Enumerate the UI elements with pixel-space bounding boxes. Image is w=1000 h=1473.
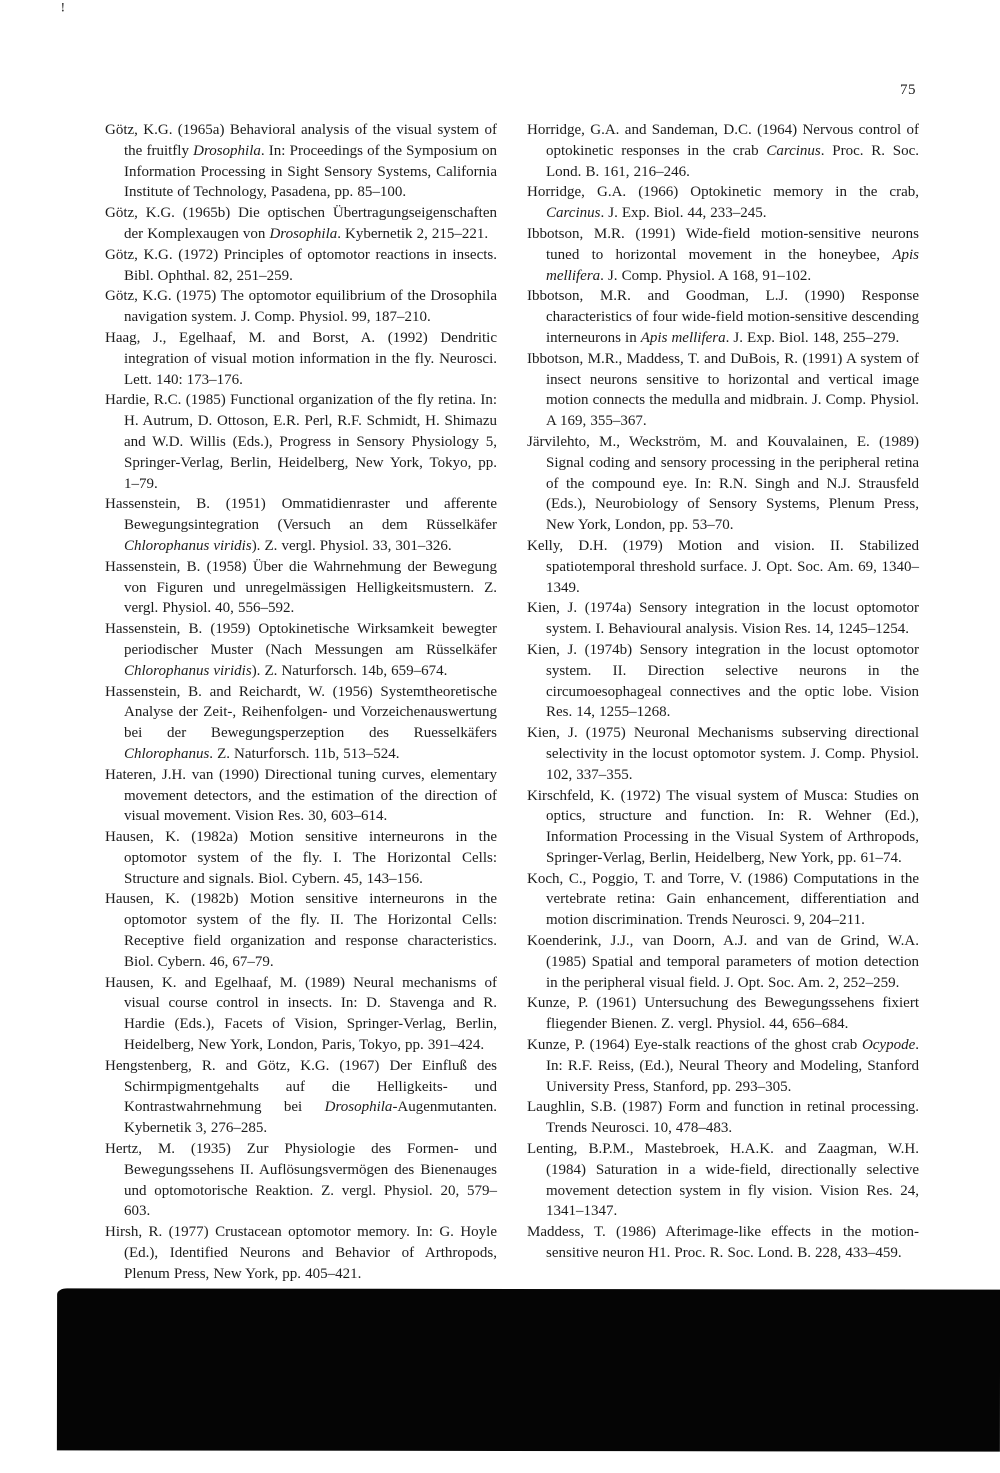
reference-text: Kirschfeld, K. (1972) The visual system of Musca: Studies on optics, structure and function. In: R. Wehner (Ed.), Information Processing in the Visual System of Arthropods, Springer-Verlag, Berlin, Heidelberg, New York, pp. 61–74. xyxy=(527,787,919,866)
reference-italic-text: Drosophila xyxy=(269,225,338,242)
reference-text: Hertz, M. (1935) Zur Physiologie des Formen- und Bewegungssehens II. Auflösungsvermögen des Bienenauges und optomotorische Reaktion. Z. vergl. Physiol. 20, 579–603. xyxy=(105,1141,497,1220)
reference-text: ). Z. Naturforsch. 14b, 659–674. xyxy=(251,662,448,679)
reference-text: ). Z. vergl. Physiol. 33, 301–326. xyxy=(251,537,452,554)
reference-item xyxy=(105,286,497,328)
reference-text: Hausen, K. (1982a) Motion sensitive interneurons in the optomotor system of the fly. I. The Horizontal Cells: Structure and signals. Biol. Cybern. 45, 143–156. xyxy=(105,829,497,887)
reference-italic-text: Apis mellifera xyxy=(640,329,726,346)
reference-italic-text: Drosophila xyxy=(193,142,261,159)
reference-item xyxy=(105,557,497,619)
scan-corner-mark: ! xyxy=(61,1,65,15)
reference-text: . Kybernetik 2, 215–221. xyxy=(337,225,489,242)
reference-text: Ibbotson, M.R. (1991) Wide-field motion-sensitive neurons tuned to horizontal movement in the honeybee, xyxy=(527,225,919,263)
reference-text: Hirsh, R. (1977) Crustacean optomotor memory. In: G. Hoyle (Ed.), Identified Neurons and Behavior of Arthropods, Plenum Press, New York, pp. 405–421. xyxy=(105,1224,497,1282)
reference-item xyxy=(105,1222,497,1284)
reference-item xyxy=(105,827,497,889)
reference-italic-text: Chlorophanus xyxy=(124,745,210,762)
reference-item xyxy=(105,1139,497,1222)
reference-text: Horridge, G.A. (1966) Optokinetic memory in the crab, xyxy=(527,184,919,201)
reference-text: . J. Exp. Biol. 148, 255–279. xyxy=(725,329,900,346)
reference-text: -Augenmutanten. Kybernetik 3, 276–285. xyxy=(124,1099,497,1137)
page-number: 75 xyxy=(900,82,916,98)
reference-item xyxy=(527,120,919,182)
reference-text: Hassenstein, B. (1959) Optokinetische Wirksamkeit bewegter periodischer Muster (Nach Messungen am Rüsselkäfer xyxy=(105,621,497,658)
reference-item xyxy=(527,1139,919,1222)
references-column-left xyxy=(105,120,497,1285)
reference-italic-text: Drosophila xyxy=(324,1099,393,1116)
reference-text: Hengstenberg, R. and Götz, K.G. (1967) Der Einfluß des Schirmpigmentgehalts auf die Helligkeits- und Kontrastwahrnehmung bei xyxy=(105,1057,497,1116)
reference-italic-text: Ocypode xyxy=(861,1037,916,1054)
reference-item xyxy=(105,889,497,972)
reference-item xyxy=(105,328,497,390)
reference-text: Hardie, R.C. (1985) Functional organization of the fly retina. In: H. Autrum, D. Ottoson, E.R. Perl, R.F. Schmidt, H. Shimazu and W.D. Willis (Eds.), Progress in Sensory Physiology 5, Springer-Verlag, Berlin, Heidelberg, New York, Tokyo, pp. 1–79. xyxy=(105,392,497,492)
reference-text: . In: Proceedings of the Symposium on Information Processing in Sight Sensory Systems, California Institute of Technology, Pasadena, pp. 85–100. xyxy=(124,142,497,201)
reference-item xyxy=(527,723,919,785)
reference-text: Kunze, P. (1961) Untersuchung des Bewegungssehens fixiert fliegender Bienen. Z. vergl. Physiol. 44, 656–684. xyxy=(527,995,919,1033)
reference-item xyxy=(527,993,919,1035)
reference-text: Horridge, G.A. and Sandeman, D.C. (1964) Nervous control of optokinetic responses in the crab xyxy=(527,122,919,159)
reference-text: Hassenstein, B. and Reichardt, W. (1956) Systemtheoretische Analyse der Zeit-, Reihenfolgen- und Vorzeichenauswertung bei der Bewegungsperzeption des Ruesselkäfers xyxy=(105,683,497,742)
reference-text: Hausen, K. (1982b) Motion sensitive interneurons in the optomotor system of the fly. II. The Horizontal Cells: Receptive field organization and response characteristics. Biol. Cybern. 46, 67–79. xyxy=(105,891,497,970)
reference-item xyxy=(105,390,497,494)
reference-text: Koch, C., Poggio, T. and Torre, V. (1986) Computations in the vertebrate retina: Gain enhancement, differentiation and motion discrimination. Trends Neurosci. 9, 204–211. xyxy=(527,870,919,929)
reference-item xyxy=(105,120,497,203)
reference-item xyxy=(527,1035,919,1097)
reference-item xyxy=(105,619,497,681)
reference-text: Järvilehto, M., Weckström, M. and Kouvalainen, E. (1989) Signal coding and sensory processing in the peripheral retina of the compound eye. In: R.N. Singh and N.J. Strausfeld (Eds.), Neurobiology of Sensory Systems, Plenum Press, New York, London, pp. 53–70. xyxy=(527,433,919,534)
reference-text: Hassenstein, B. (1958) Über die Wahrnehmung der Bewegung von Figuren und unregelmässigen Helligkeitsmustern. Z. vergl. Physiol. 40, 556–592. xyxy=(105,558,497,617)
reference-text: Kunze, P. (1964) Eye-stalk reactions of the ghost crab xyxy=(527,1037,862,1054)
reference-item xyxy=(527,640,919,723)
reference-text: Hassenstein, B. (1951) Ommatidienraster und afferente Bewegungsintegration (Versuch an dem Rüsselkäfer xyxy=(105,496,497,534)
reference-item xyxy=(105,765,497,827)
reference-text: Hateren, J.H. van (1990) Directional tuning curves, elementary movement detectors, and the estimation of the direction of visual movement. Vision Res. 30, 603–614. xyxy=(105,766,497,825)
reference-item xyxy=(105,1056,497,1139)
reference-text: . J. Comp. Physiol. A 168, 91–102. xyxy=(600,267,812,284)
reference-text: . In: R.F. Reiss, (Ed.), Neural Theory and Modeling, Stanford University Press, Stanford, pp. 293–305. xyxy=(546,1037,919,1095)
reference-italic-text: Chlorophanus viridis xyxy=(124,537,252,554)
reference-item xyxy=(105,682,497,765)
reference-item xyxy=(527,224,919,286)
reference-item xyxy=(527,931,919,993)
reference-text: . J. Exp. Biol. 44, 233–245. xyxy=(600,205,767,222)
reference-italic-text: Carcinus xyxy=(546,205,601,222)
reference-item xyxy=(527,432,919,536)
reference-text: Haag, J., Egelhaaf, M. and Borst, A. (1992) Dendritic integration of visual motion information in the fly. Neurosci. Lett. 140: 173–176. xyxy=(105,329,497,388)
reference-item xyxy=(527,1222,919,1264)
reference-text: Kien, J. (1974a) Sensory integration in the locust optomotor system. I. Behavioural analysis. Vision Res. 14, 1245–1254. xyxy=(527,600,919,638)
reference-text: Götz, K.G. (1972) Principles of optomotor reactions in insects. Bibl. Ophthal. 82, 251–259. xyxy=(105,246,497,284)
reference-text: Ibbotson, M.R., Maddess, T. and DuBois, R. (1991) A system of insect neurons sensitive to horizontal and vertical image motion connects the medulla and midbrain. J. Comp. Physiol. A 169, 355–367. xyxy=(527,350,919,430)
reference-italic-text: Apis mellifera xyxy=(546,246,919,284)
scan-artifact-black-bar xyxy=(57,1288,1000,1451)
reference-item xyxy=(527,1097,919,1139)
reference-item xyxy=(527,869,919,931)
reference-text: . Proc. R. Soc. Lond. B. 161, 216–246. xyxy=(546,142,919,180)
reference-item xyxy=(105,973,497,1056)
reference-item xyxy=(105,203,497,245)
reference-text: Maddess, T. (1986) Afterimage-like effects in the motion-sensitive neuron H1. Proc. R. Soc. Lond. B. 228, 433–459. xyxy=(527,1224,919,1262)
reference-text: Götz, K.G. (1965b) Die optischen Übertragungseigenschaften der Komplexaugen von xyxy=(105,205,497,242)
reference-text: Kien, J. (1975) Neuronal Mechanisms subserving directional selectivity in the locust optomotor system. J. Comp. Physiol. 102, 337–355. xyxy=(527,725,919,783)
reference-text: Götz, K.G. (1975) The optomotor equilibrium of the Drosophila navigation system. J. Comp. Physiol. 99, 187–210. xyxy=(105,288,497,326)
references-column-right xyxy=(527,120,919,1285)
reference-text: Götz, K.G. (1965a) Behavioral analysis of the visual system of the fruitfly xyxy=(105,122,497,159)
reference-item xyxy=(527,598,919,640)
reference-text: Hausen, K. and Egelhaaf, M. (1989) Neural mechanisms of visual course control in insects. In: D. Stavenga and R. Hardie (Eds.), Facets of Vision, Springer-Verlag, Berlin, Heidelberg, New York, London, Paris, Tokyo, pp. 391–424. xyxy=(105,974,497,1054)
references-section xyxy=(105,120,919,1285)
reference-item xyxy=(105,494,497,556)
reference-text: Laughlin, S.B. (1987) Form and function in retinal processing. Trends Neurosci. 10, 478–483. xyxy=(527,1099,919,1137)
reference-item xyxy=(527,182,919,224)
reference-text: Koenderink, J.J., van Doorn, A.J. and van de Grind, W.A. (1985) Spatial and temporal parameters of motion detection in the peripheral visual field. J. Opt. Soc. Am. 2, 252–259. xyxy=(527,933,919,991)
reference-item xyxy=(527,786,919,869)
reference-item xyxy=(527,286,919,348)
reference-item xyxy=(527,349,919,432)
reference-text: Ibbotson, M.R. and Goodman, L.J. (1990) Response characteristics of four wide-field motion-sensitive descending interneurons in xyxy=(527,288,919,346)
reference-text: . Z. Naturforsch. 11b, 513–524. xyxy=(209,745,400,762)
reference-text: Kelly, D.H. (1979) Motion and vision. II. Stabilized spatiotemporal threshold surface. J. Opt. Soc. Am. 69, 1340–1349. xyxy=(527,537,919,596)
reference-italic-text: Carcinus xyxy=(766,142,821,159)
reference-text: Lenting, B.P.M., Mastebroek, H.A.K. and Zaagman, W.H. (1984) Saturation in a wide-field, directionally selective movement detection system in fly vision. Vision Res. 24, 1341–1347. xyxy=(527,1141,919,1220)
reference-item xyxy=(105,245,497,287)
reference-text: Kien, J. (1974b) Sensory integration in the locust optomotor system. II. Direction selective neurons in the circumoesophageal connectives and the optic lobe. Vision Res. 14, 1255–1268. xyxy=(527,641,919,721)
reference-item xyxy=(527,536,919,598)
reference-italic-text: Chlorophanus viridis xyxy=(124,662,252,679)
